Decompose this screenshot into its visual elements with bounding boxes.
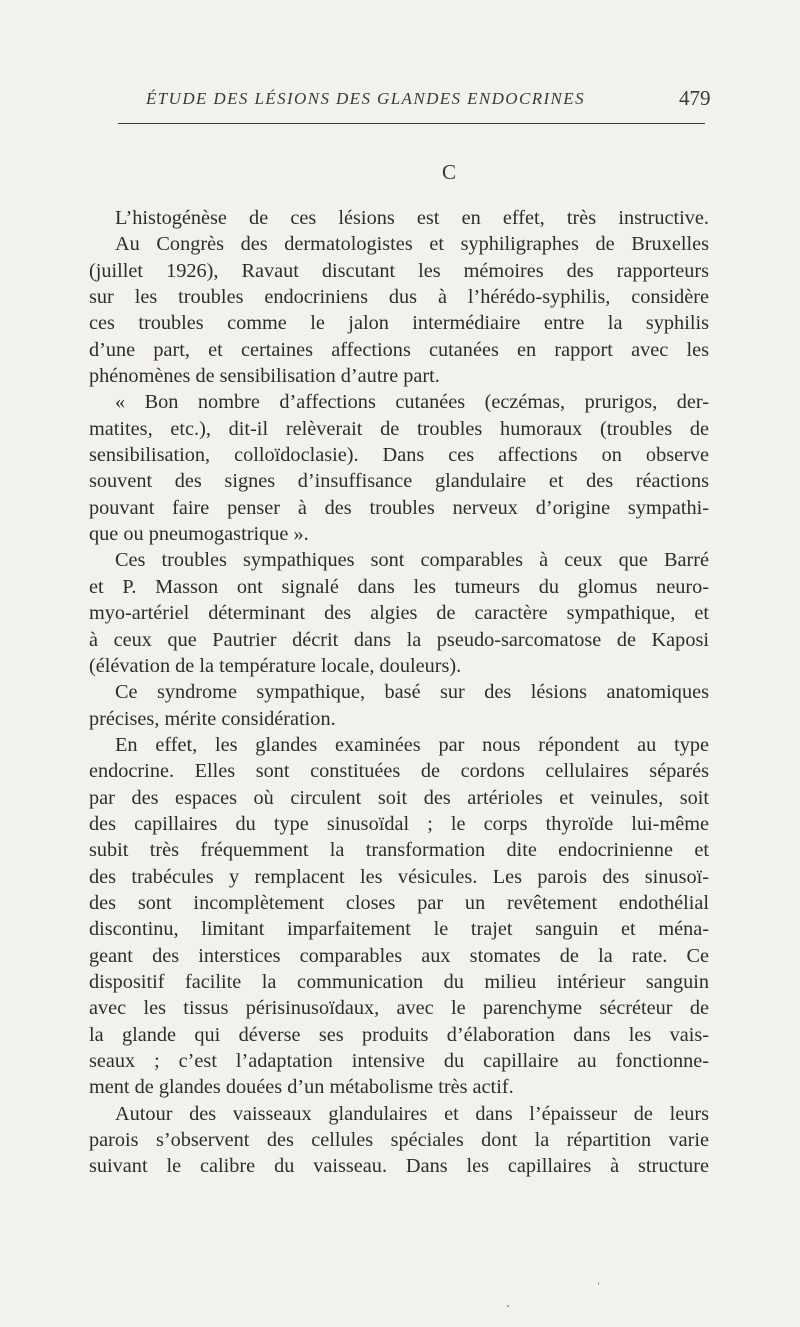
text-line: suivant le calibre du vaisseau. Dans les capillaires à structure	[89, 1155, 709, 1178]
text-line: précises, mérite considération.	[89, 707, 336, 730]
text-line: seaux ; c’est l’adaptation intensive du capillaire au fonctionne-	[89, 1050, 709, 1072]
text-line: Autour des vaisseaux glandulaires et dans l’épaisseur de leurs	[115, 1102, 709, 1125]
text-line: (juillet 1926), Ravaut discutant les mémoires des rapporteurs	[89, 259, 709, 282]
section-letter: C	[442, 160, 457, 184]
text-line: parois s’observent des cellules spéciales dont la répartition varie	[89, 1129, 709, 1152]
text-line: ces troubles comme le jalon intermédiaire entre la syphilis	[89, 312, 709, 335]
body-text	[89, 205, 709, 1180]
text-line: myo-artériel déterminant des algies de caractère sympathique, et	[89, 602, 709, 625]
text-line: à ceux que Pautrier décrit dans la pseudo-sarcomatose de Kaposi	[89, 628, 709, 651]
text-line: des capillaires du type sinusoïdal ; le corps thyroïde lui-même	[89, 812, 709, 835]
text-line: discontinu, limitant imparfaitement le trajet sanguin et ména-	[89, 918, 709, 941]
text-line: sur les troubles endocriniens dus à l’hérédo-syphilis, considère	[89, 286, 709, 309]
header-rule	[118, 123, 705, 124]
text-line: endocrine. Elles sont constituées de cordons cellulaires séparés	[89, 760, 709, 783]
text-line: matites, etc.), dit-il relèverait de troubles humoraux (troubles de	[89, 417, 709, 440]
text-line: ment de glandes douées d’un métabolisme très actif.	[89, 1076, 514, 1099]
text-line: subit très fréquemment la transformation dite endocrinienne et	[89, 839, 709, 862]
text-line: L’histogénèse de ces lésions est en effet, très instructive.	[115, 207, 709, 229]
text-line: Ce syndrome sympathique, basé sur des lésions anatomiques	[115, 681, 709, 704]
text-line: sensibilisation, colloïdoclasie). Dans ces affections on observe	[89, 444, 709, 467]
text-line: la glande qui déverse ses produits d’élaboration dans les vais-	[89, 1023, 709, 1046]
page-number: 479	[679, 86, 711, 110]
text-line: En effet, les glandes examinées par nous répondent au type	[115, 733, 709, 756]
text-line: Au Congrès des dermatologistes et syphiligraphes de Bruxelles	[115, 233, 709, 256]
paper-speck	[507, 1305, 509, 1307]
text-line: pouvant faire penser à des troubles nerveux d’origine sympathi-	[89, 496, 709, 519]
text-line: geant des interstices comparables aux stomates de la rate. Ce	[89, 944, 709, 967]
text-line: des sont incomplètement closes par un revêtement endothélial	[89, 891, 709, 914]
text-line: avec les tissus périsinusoïdaux, avec le parenchyme sécréteur de	[89, 997, 709, 1020]
text-line: (élévation de la température locale, douleurs).	[89, 654, 462, 677]
text-line: souvent des signes d’insuffisance glandulaire et des réactions	[89, 470, 709, 493]
text-line: « Bon nombre d’affections cutanées (eczémas, prurigos, der-	[115, 391, 709, 414]
text-line: phénomènes de sensibilisation d’autre part.	[89, 365, 440, 388]
text-line: Ces troubles sympathiques sont comparables à ceux que Barré	[115, 549, 709, 572]
running-head: ÉTUDE DES LÉSIONS DES GLANDES ENDOCRINES	[146, 89, 585, 108]
paper-speck	[598, 1282, 599, 1285]
text-line: que ou pneumogastrique ».	[89, 523, 309, 546]
text-line: dispositif facilite la communication du milieu intérieur sanguin	[89, 970, 709, 993]
text-line: par des espaces où circulent soit des artérioles et veinules, soit	[89, 786, 709, 809]
text-line: des trabécules y remplacent les vésicules. Les parois des sinusoï-	[89, 865, 709, 888]
text-line: d’une part, et certaines affections cutanées en rapport avec les	[89, 338, 709, 361]
text-line: et P. Masson ont signalé dans les tumeurs du glomus neuro-	[89, 575, 709, 598]
